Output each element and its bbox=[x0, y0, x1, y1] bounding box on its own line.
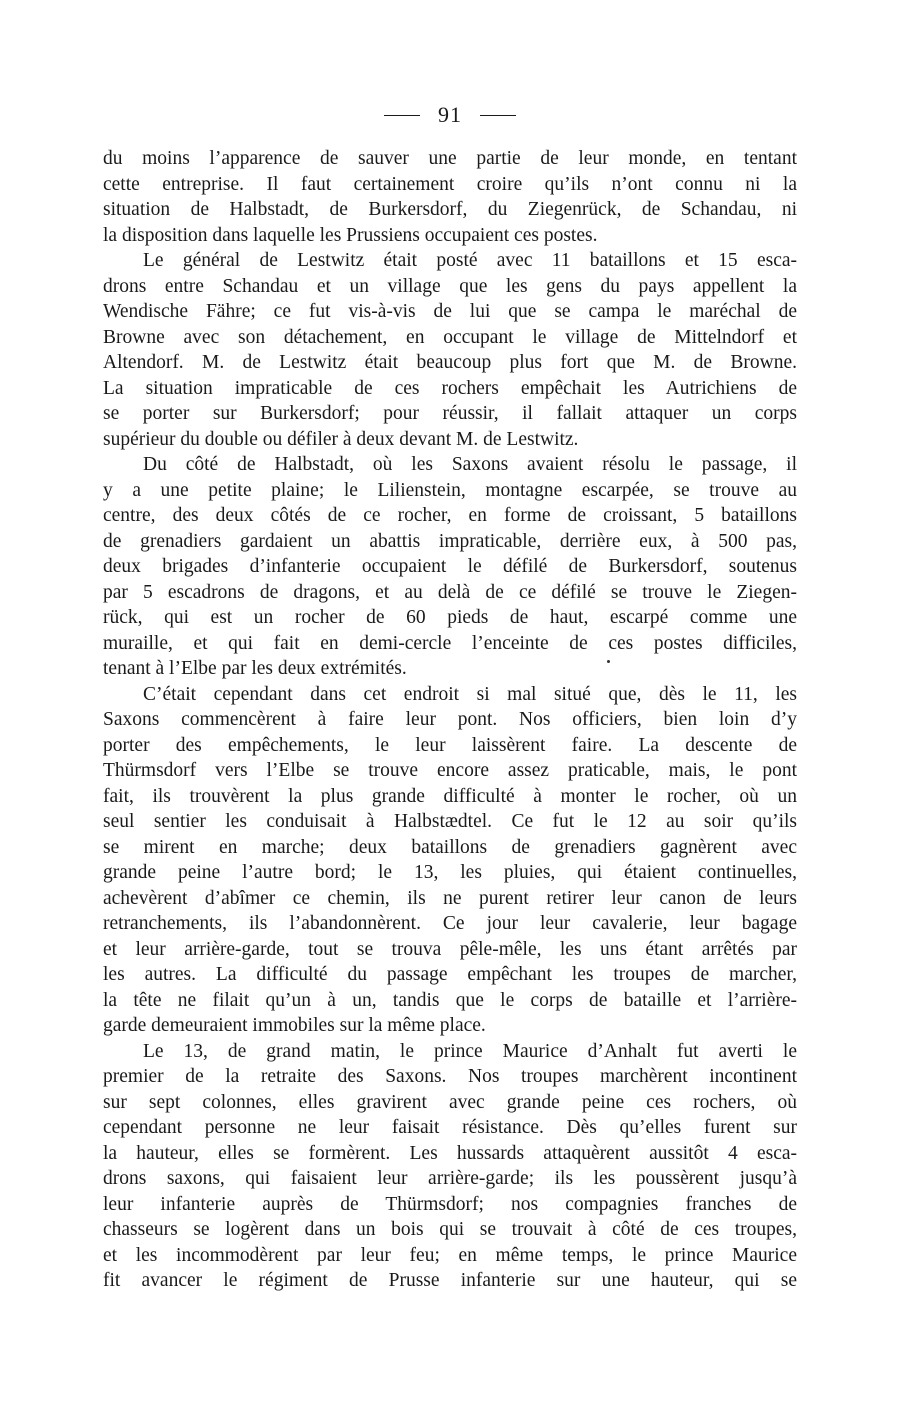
page-header bbox=[0, 100, 900, 130]
text-line: Browne avec son détachement, en occupant le village de Mittelndorf et bbox=[103, 326, 797, 348]
text-line: garde demeuraient immobiles sur la même place. bbox=[103, 1015, 486, 1036]
text-line: retranchements, ils l’abandonnèrent. Ce jour leur cavalerie, leur bagage bbox=[103, 913, 797, 934]
text-line: situation de Halbstadt, de Burkersdorf, du Ziegenrück, de Schandau, ni bbox=[103, 199, 797, 220]
text-line: Altendorf. M. de Lestwitz était beaucoup plus fort que M. de Browne. bbox=[103, 352, 797, 373]
paragraph bbox=[103, 452, 797, 682]
text-line: sur sept colonnes, elles gravirent avec grande peine ces rochers, où bbox=[103, 1091, 797, 1113]
text-line: la disposition dans laquelle les Prussiens occupaient ces postes. bbox=[103, 224, 598, 246]
text-line: de grenadiers gardaient un abattis impraticable, derrière eux, à 500 pas, bbox=[103, 530, 797, 552]
text-line: Le 13, de grand matin, le prince Maurice d’Anhalt fut averti le bbox=[143, 1040, 797, 1062]
text-line: drons saxons, qui faisaient leur arrière-garde; ils les poussèrent jusqu’à bbox=[103, 1168, 797, 1189]
text-line: et leur arrière-garde, tout se trouva pêle-mêle, les uns étant arrêtés par bbox=[103, 938, 797, 960]
text-line: Du côté de Halbstadt, où les Saxons avaient résolu le passage, il bbox=[143, 454, 797, 475]
text-line: seul sentier les conduisait à Halbstædtel. Ce fut le 12 au soir qu’ils bbox=[103, 811, 797, 832]
text-line: centre, des deux côtés de ce rocher, en forme de croissant, 5 bataillons bbox=[103, 505, 797, 526]
text-line: drons entre Schandau et un village que les gens du pays appellent la bbox=[103, 275, 797, 297]
page-number: 91 bbox=[438, 102, 462, 127]
text-line: tenant à l’Elbe par les deux extrémités. bbox=[103, 658, 407, 679]
text-line: supérieur du double ou défiler à deux devant M. de Lestwitz. bbox=[103, 428, 579, 450]
text-line: du moins l’apparence de sauver une partie de leur monde, en tentant bbox=[103, 148, 797, 169]
text-line: fait, ils trouvèrent la plus grande difficulté à monter le rocher, où un bbox=[103, 785, 797, 807]
text-line: les autres. La difficulté du passage empêchant les troupes de marcher, bbox=[103, 964, 797, 985]
paragraph bbox=[103, 682, 797, 1039]
text-line: grande peine l’autre bord; le 13, les pluies, qui étaient continuelles, bbox=[103, 862, 797, 883]
text-line: leur infanterie auprès de Thürmsdorf; nos compagnies franches de bbox=[103, 1193, 797, 1215]
text-line: y a une petite plaine; le Lilienstein, montagne escarpée, se trouve au bbox=[103, 479, 797, 501]
text-line: fit avancer le régiment de Prusse infanterie sur une hauteur, qui se bbox=[103, 1270, 797, 1291]
text-line: muraille, et qui fait en demi-cercle l’enceinte de ces postes difficiles, bbox=[103, 632, 797, 654]
text-line: Wendische Fähre; ce fut vis-à-vis de lui que se campa le maréchal de bbox=[103, 301, 797, 322]
text-line: deux brigades d’infanterie occupaient le défilé de Burkersdorf, soutenus bbox=[103, 556, 797, 577]
ink-speck bbox=[607, 660, 610, 663]
text-line: se porter sur Burkersdorf; pour réussir, il fallait attaquer un corps bbox=[103, 403, 797, 424]
text-line: rück, qui est un rocher de 60 pieds de haut, escarpé comme une bbox=[103, 607, 797, 628]
text-line: se mirent en marche; deux bataillons de grenadiers gagnèrent avec bbox=[103, 836, 797, 858]
text-line: la tête ne filait qu’un à un, tandis que le corps de bataille et l’arrière- bbox=[103, 989, 797, 1011]
header-rule-right bbox=[480, 115, 516, 116]
text-line: Le général de Lestwitz était posté avec 11 bataillons et 15 esca- bbox=[143, 250, 797, 271]
text-line: par 5 escadrons de dragons, et au delà de ce défilé se trouve le Ziegen- bbox=[103, 581, 797, 603]
page-body bbox=[103, 146, 797, 1294]
paragraph bbox=[103, 1039, 797, 1294]
text-line: Saxons commencèrent à faire leur pont. Nos officiers, bien loin d’y bbox=[103, 709, 797, 730]
text-line: cependant personne ne leur faisait résistance. Dès qu’elles furent sur bbox=[103, 1117, 797, 1138]
text-line: achevèrent d’abîmer ce chemin, ils ne purent retirer leur canon de leurs bbox=[103, 887, 797, 909]
text-line: cette entreprise. Il faut certainement croire qu’ils n’ont connu ni la bbox=[103, 173, 797, 195]
text-line: la hauteur, elles se formèrent. Les hussards attaquèrent aussitôt 4 esca- bbox=[103, 1142, 797, 1164]
text-line: chasseurs se logèrent dans un bois qui se trouvait à côté de ces troupes, bbox=[103, 1219, 797, 1240]
paragraph bbox=[103, 248, 797, 452]
paragraph bbox=[103, 146, 797, 248]
header-rule-left bbox=[384, 115, 420, 116]
text-line: C’était cependant dans cet endroit si mal situé que, dès le 11, les bbox=[143, 683, 797, 705]
text-line: porter des empêchements, le leur laissèrent faire. La descente de bbox=[103, 734, 797, 756]
text-line: et les incommodèrent par leur feu; en même temps, le prince Maurice bbox=[103, 1244, 797, 1266]
text-line: Thürmsdorf vers l’Elbe se trouve encore assez praticable, mais, le pont bbox=[103, 760, 797, 781]
text-line: La situation impraticable de ces rochers empêchait les Autrichiens de bbox=[103, 377, 797, 399]
text-line: premier de la retraite des Saxons. Nos troupes marchèrent incontinent bbox=[103, 1066, 797, 1087]
